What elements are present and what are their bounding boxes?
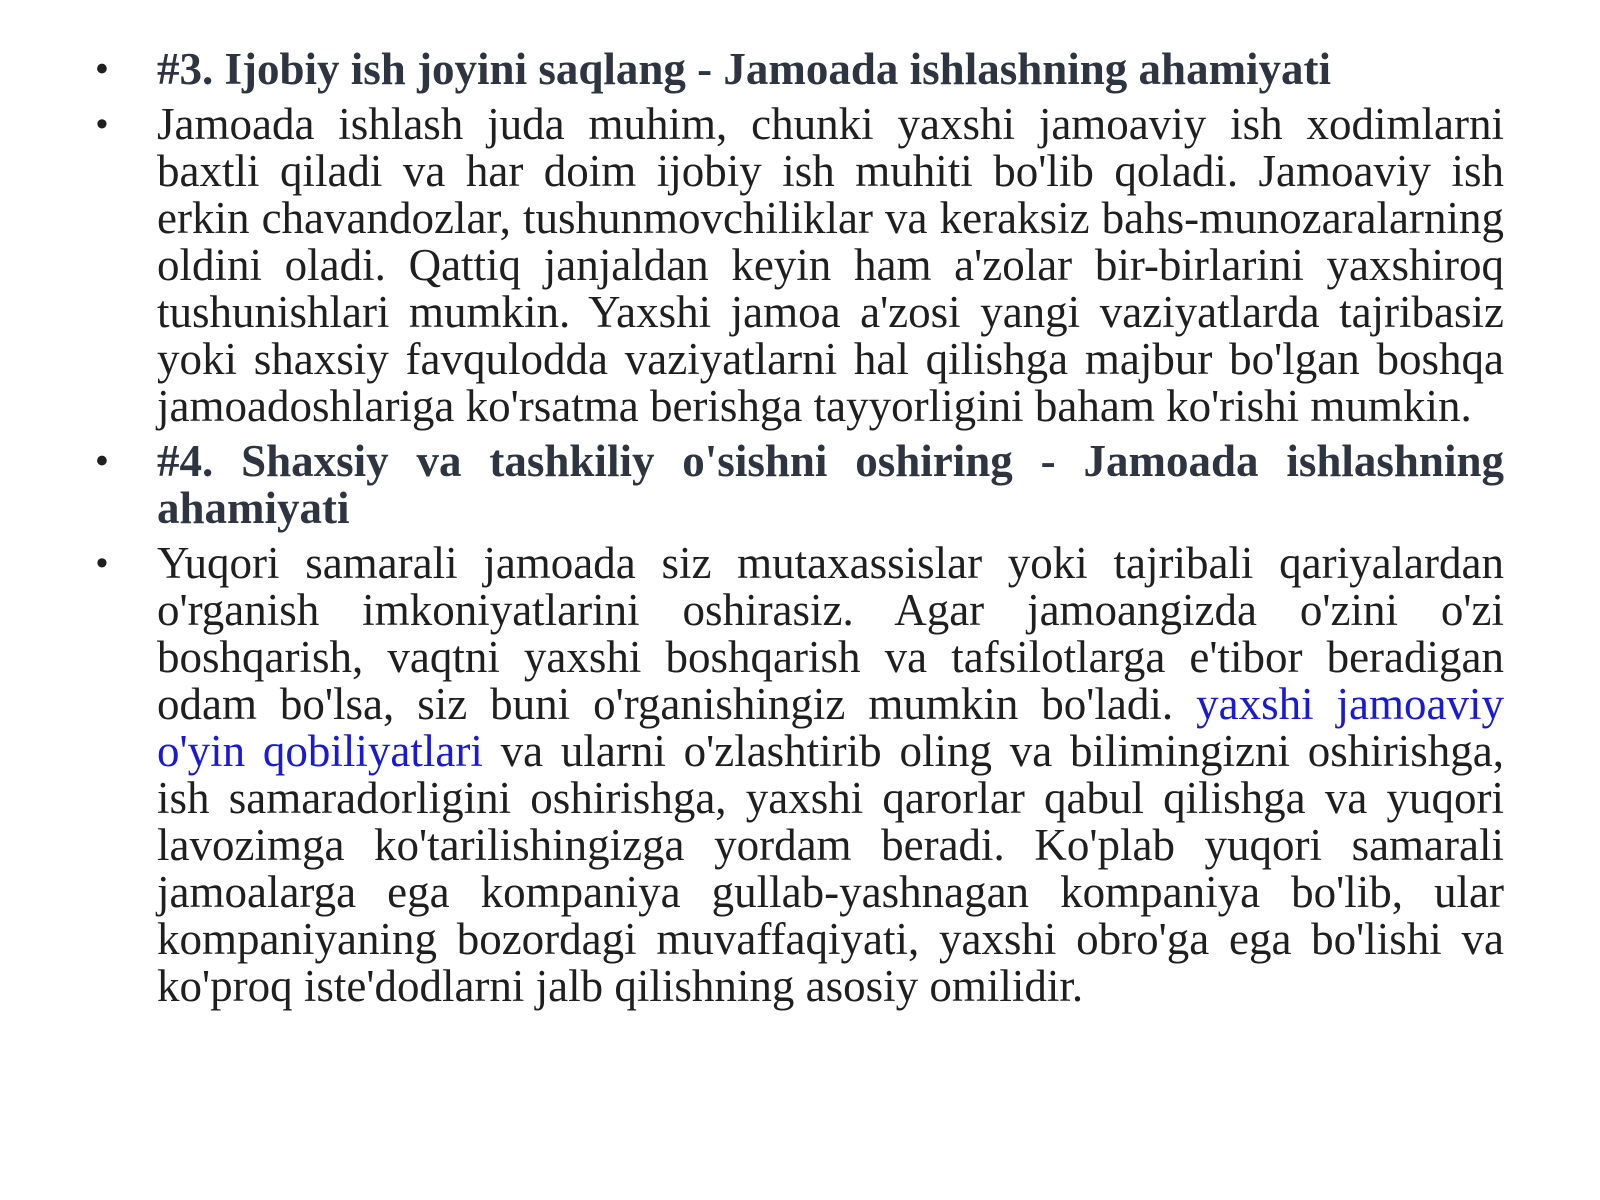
bullet-heading-3 (96, 46, 1504, 93)
heading-text: #3. Ijobiy ish joyini saqlang - Jamoada ishlashning ahamiyati (157, 44, 1332, 94)
bullet-icon: • (96, 105, 108, 143)
paragraph-text: Jamoada ishlash juda muhim, chunki yaxshi jamoaviy ish xodimlarni baxtli qiladi va har doim ijobiy ish muhiti bo'lib qoladi. Jamoaviy ish erkin chavandozlar, tushunmovchiliklar va keraksiz bahs-munozaralarning oldini oladi. Qattiq janjaldan keyin ham a'zolar bir-birlarini yaxshiroq tushunishlari mumkin. Yaxshi jamoa a'zosi yangi vaziyatlarda tajribasiz yoki shaxsiy favqulodda vaziyatlarni hal qilishga majbur bo'lgan boshqa jamoadoshlariga ko'rsatma berishga tayyorligini baham ko'rishi mumkin. (157, 99, 1504, 431)
paragraph-text-after-link: va ularni o'zlashtirib oling va bilimingizni oshirishga, ish samaradorligini oshirishga, yaxshi qarorlar qabul qilishga va yuqori lavozimga ko'tarilishingizga yordam beradi. Ko'plab yuqori samarali jamoalarga ega kompaniya gullab-yashnagan kompaniya bo'lib, ular kompaniyaning bozordagi muvaffaqiyati, yaxshi obro'ga ega bo'lishi va ko'proq iste'dodlarni jalb qilishning asosiy omilidir. (157, 726, 1504, 1011)
bullet-icon: • (96, 544, 108, 582)
bullet-paragraph-3 (96, 101, 1504, 430)
bullet-icon: • (96, 50, 108, 88)
bullet-icon: • (96, 442, 108, 480)
bullet-paragraph-4 (96, 540, 1504, 1010)
paragraph-text-before-link: Yuqori samarali jamoada siz mutaxassislar yoki tajribali qariyalardan o'rganish imkoniyatlarini oshirasiz. Agar jamoangizda o'zini o'zi boshqarish, vaqtni yaxshi boshqarish va tafsilotlarga e'tibor beradigan odam bo'lsa, siz buni o'rganishingiz mumkin bo'ladi. (157, 538, 1504, 729)
heading-text: #4. Shaxsiy va tashkiliy o'sishni oshiring - Jamoada ishlashning ahamiyati (157, 436, 1504, 533)
teamwork-skills-link[interactable]: yaxshi jamoaviy o'yin qobiliyatlari (157, 679, 1504, 776)
bullet-heading-4 (96, 438, 1504, 532)
bullet-list (96, 46, 1504, 1018)
